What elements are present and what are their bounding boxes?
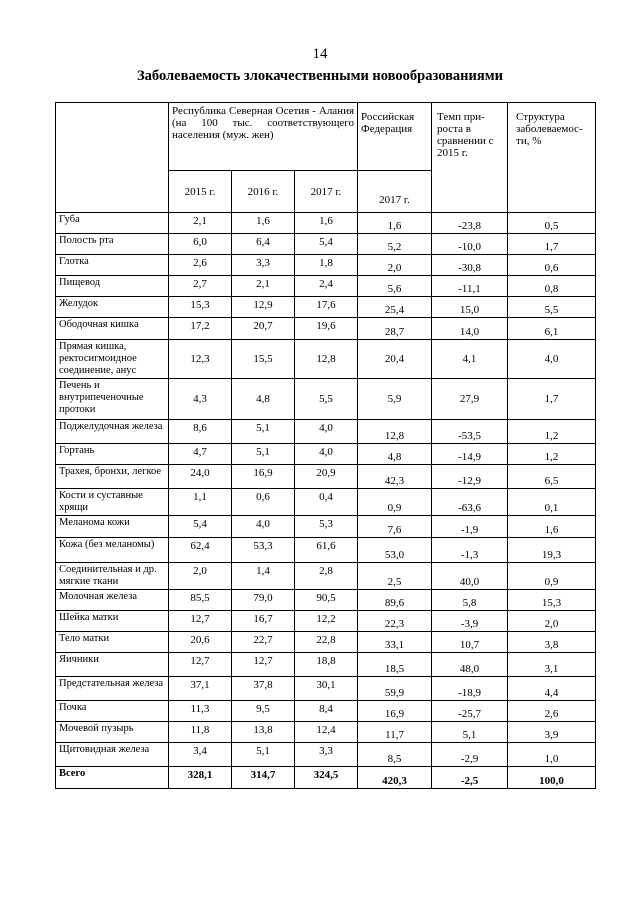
row-name: Молочная железа — [56, 590, 169, 611]
cell-growth: -1,3 — [432, 538, 508, 563]
cell-rf: 1,6 — [358, 213, 432, 234]
cell-rf: 20,4 — [358, 340, 432, 379]
cell-y2016: 4,0 — [232, 516, 295, 538]
cell-y2015: 12,7 — [169, 653, 232, 677]
row-name: Кожа (без меланомы) — [56, 538, 169, 563]
cell-rf: 28,7 — [358, 318, 432, 340]
cell-structure: 0,1 — [508, 489, 596, 516]
cell-y2015: 85,5 — [169, 590, 232, 611]
cell-growth: -30,8 — [432, 255, 508, 276]
cell-rf: 33,1 — [358, 632, 432, 653]
table-row — [56, 318, 596, 340]
cell-rf: 22,3 — [358, 611, 432, 632]
cell-y2016: 12,9 — [232, 297, 295, 318]
cell-growth: -25,7 — [432, 701, 508, 722]
cell-y2016: 5,1 — [232, 444, 295, 465]
cell-growth: -2,9 — [432, 743, 508, 767]
cell-y2016: 3,3 — [232, 255, 295, 276]
cell-y2015: 4,3 — [169, 379, 232, 420]
table-row — [56, 701, 596, 722]
row-name: Яичники — [56, 653, 169, 677]
cell-y2015: 2,0 — [169, 563, 232, 590]
cell-structure: 6,5 — [508, 465, 596, 489]
cell-structure: 15,3 — [508, 590, 596, 611]
cell-growth: -10,0 — [432, 234, 508, 255]
table-row — [56, 653, 596, 677]
table-row — [56, 611, 596, 632]
table-row — [56, 743, 596, 767]
cell-structure: 6,1 — [508, 318, 596, 340]
cell-y2015: 6,0 — [169, 234, 232, 255]
cell-structure: 100,0 — [508, 767, 596, 789]
cell-structure: 0,9 — [508, 563, 596, 590]
cell-growth: 15,0 — [432, 297, 508, 318]
cell-y2017: 0,4 — [295, 489, 358, 516]
header-name-cell — [56, 103, 169, 213]
cell-rf: 2,0 — [358, 255, 432, 276]
table-row — [56, 234, 596, 255]
table-row — [56, 722, 596, 743]
cell-structure: 1,2 — [508, 420, 596, 444]
cell-y2015: 1,1 — [169, 489, 232, 516]
cell-structure: 2,0 — [508, 611, 596, 632]
cell-y2016: 37,8 — [232, 677, 295, 701]
cell-rf: 11,7 — [358, 722, 432, 743]
cell-rf: 420,3 — [358, 767, 432, 789]
cell-y2017: 2,8 — [295, 563, 358, 590]
cell-y2015: 17,2 — [169, 318, 232, 340]
cell-y2015: 12,3 — [169, 340, 232, 379]
row-name: Соединительная и др. мягкие ткани — [56, 563, 169, 590]
cell-y2015: 2,6 — [169, 255, 232, 276]
cell-growth: -63,6 — [432, 489, 508, 516]
cell-growth: -1,9 — [432, 516, 508, 538]
cell-structure: 3,1 — [508, 653, 596, 677]
cell-growth: -23,8 — [432, 213, 508, 234]
cell-y2017: 12,2 — [295, 611, 358, 632]
cell-y2017: 61,6 — [295, 538, 358, 563]
cell-y2017: 30,1 — [295, 677, 358, 701]
cell-y2016: 16,7 — [232, 611, 295, 632]
cell-y2016: 0,6 — [232, 489, 295, 516]
cell-structure: 19,3 — [508, 538, 596, 563]
row-name: Всего — [56, 767, 169, 789]
cell-y2017: 12,4 — [295, 722, 358, 743]
cell-y2017: 5,4 — [295, 234, 358, 255]
cell-rf: 12,8 — [358, 420, 432, 444]
cell-y2015: 2,7 — [169, 276, 232, 297]
cell-growth: 40,0 — [432, 563, 508, 590]
cell-growth: -2,5 — [432, 767, 508, 789]
cell-structure: 0,8 — [508, 276, 596, 297]
cell-y2016: 16,9 — [232, 465, 295, 489]
cell-y2015: 5,4 — [169, 516, 232, 538]
cell-y2017: 1,6 — [295, 213, 358, 234]
table-row — [56, 677, 596, 701]
cell-y2015: 2,1 — [169, 213, 232, 234]
cell-y2016: 15,5 — [232, 340, 295, 379]
row-name: Поджелудочная железа — [56, 420, 169, 444]
cell-rf: 53,0 — [358, 538, 432, 563]
cell-structure: 1,7 — [508, 234, 596, 255]
cell-y2016: 13,8 — [232, 722, 295, 743]
cell-y2015: 24,0 — [169, 465, 232, 489]
cell-y2017: 18,8 — [295, 653, 358, 677]
row-name: Печень и внутрипеченочные протоки — [56, 379, 169, 420]
cell-y2015: 3,4 — [169, 743, 232, 767]
cell-y2016: 6,4 — [232, 234, 295, 255]
cell-growth: -3,9 — [432, 611, 508, 632]
cell-structure: 1,0 — [508, 743, 596, 767]
cell-y2017: 12,8 — [295, 340, 358, 379]
table-row — [56, 420, 596, 444]
table-row — [56, 379, 596, 420]
row-name: Губа — [56, 213, 169, 234]
cell-growth: -14,9 — [432, 444, 508, 465]
cell-y2015: 20,6 — [169, 632, 232, 653]
cell-y2016: 2,1 — [232, 276, 295, 297]
cell-growth: 27,9 — [432, 379, 508, 420]
cell-structure: 5,5 — [508, 297, 596, 318]
page-title: Заболеваемость злокачественными новообразованиями — [137, 68, 503, 84]
cell-structure: 1,6 — [508, 516, 596, 538]
cell-y2017: 17,6 — [295, 297, 358, 318]
cell-y2016: 1,6 — [232, 213, 295, 234]
cell-y2015: 12,7 — [169, 611, 232, 632]
table-body — [56, 213, 596, 789]
cell-y2017: 4,0 — [295, 420, 358, 444]
cell-growth: 5,1 — [432, 722, 508, 743]
cell-growth: -11,1 — [432, 276, 508, 297]
cell-structure: 1,7 — [508, 379, 596, 420]
cell-y2016: 22,7 — [232, 632, 295, 653]
row-name: Желудок — [56, 297, 169, 318]
row-name: Прямая кишка, ректосигмоидное соединение, анус — [56, 340, 169, 379]
row-name: Тело матки — [56, 632, 169, 653]
cell-y2015: 328,1 — [169, 767, 232, 789]
row-name: Гортань — [56, 444, 169, 465]
cell-structure: 1,2 — [508, 444, 596, 465]
cell-structure: 4,0 — [508, 340, 596, 379]
cell-y2015: 11,8 — [169, 722, 232, 743]
row-name: Пищевод — [56, 276, 169, 297]
row-name: Ободочная кишка — [56, 318, 169, 340]
header-growth-rate: Темп при-роста в сравнении с 2015 г. — [432, 103, 508, 213]
cell-rf: 8,5 — [358, 743, 432, 767]
header-year-2015: 2015 г. — [169, 171, 232, 213]
table-row — [56, 516, 596, 538]
cell-y2017: 8,4 — [295, 701, 358, 722]
cell-rf: 25,4 — [358, 297, 432, 318]
row-name: Полость рта — [56, 234, 169, 255]
incidence-table — [55, 102, 596, 789]
cell-y2016: 1,4 — [232, 563, 295, 590]
cell-growth: 14,0 — [432, 318, 508, 340]
header-rf: Российская Федерация — [358, 103, 432, 171]
row-name: Меланома кожи — [56, 516, 169, 538]
header-rf-year: 2017 г. — [358, 171, 432, 213]
header-region-group: Республика Северная Осетия - Алания (на 100 тыс. соответствующего населения (муж. жен) — [169, 103, 358, 171]
cell-y2015: 11,3 — [169, 701, 232, 722]
header-year-2017: 2017 г. — [295, 171, 358, 213]
cell-y2017: 20,9 — [295, 465, 358, 489]
row-name: Предстательная железа — [56, 677, 169, 701]
table-row — [56, 444, 596, 465]
cell-y2017: 324,5 — [295, 767, 358, 789]
cell-rf: 0,9 — [358, 489, 432, 516]
table-row — [56, 213, 596, 234]
cell-rf: 5,2 — [358, 234, 432, 255]
cell-y2016: 5,1 — [232, 420, 295, 444]
cell-y2017: 19,6 — [295, 318, 358, 340]
row-name: Шейка матки — [56, 611, 169, 632]
row-name: Щитовидная железа — [56, 743, 169, 767]
total-row — [56, 767, 596, 789]
cell-y2016: 314,7 — [232, 767, 295, 789]
cell-y2016: 79,0 — [232, 590, 295, 611]
cell-structure: 0,6 — [508, 255, 596, 276]
cell-y2016: 5,1 — [232, 743, 295, 767]
row-name: Почка — [56, 701, 169, 722]
cell-rf: 16,9 — [358, 701, 432, 722]
cell-structure: 2,6 — [508, 701, 596, 722]
cell-y2017: 5,3 — [295, 516, 358, 538]
cell-growth: 10,7 — [432, 632, 508, 653]
cell-rf: 5,6 — [358, 276, 432, 297]
cell-y2015: 8,6 — [169, 420, 232, 444]
cell-structure: 4,4 — [508, 677, 596, 701]
cell-structure: 3,9 — [508, 722, 596, 743]
table-row — [56, 538, 596, 563]
table-row — [56, 297, 596, 318]
cell-growth: 5,8 — [432, 590, 508, 611]
cell-rf: 89,6 — [358, 590, 432, 611]
cell-rf: 59,9 — [358, 677, 432, 701]
table-row — [56, 276, 596, 297]
table-header-row — [56, 103, 596, 171]
cell-y2017: 1,8 — [295, 255, 358, 276]
page-number: 14 — [312, 46, 328, 62]
cell-y2017: 22,8 — [295, 632, 358, 653]
cell-y2015: 4,7 — [169, 444, 232, 465]
table-row — [56, 590, 596, 611]
cell-y2017: 5,5 — [295, 379, 358, 420]
table-row — [56, 563, 596, 590]
row-name: Глотка — [56, 255, 169, 276]
row-name: Кости и суставные хрящи — [56, 489, 169, 516]
cell-y2017: 4,0 — [295, 444, 358, 465]
cell-rf: 7,6 — [358, 516, 432, 538]
table-row — [56, 632, 596, 653]
cell-y2017: 3,3 — [295, 743, 358, 767]
cell-growth: -53,5 — [432, 420, 508, 444]
cell-growth: -18,9 — [432, 677, 508, 701]
cell-y2016: 9,5 — [232, 701, 295, 722]
cell-rf: 42,3 — [358, 465, 432, 489]
row-name: Мочевой пузырь — [56, 722, 169, 743]
table-row — [56, 489, 596, 516]
cell-y2016: 4,8 — [232, 379, 295, 420]
cell-y2015: 37,1 — [169, 677, 232, 701]
cell-rf: 5,9 — [358, 379, 432, 420]
cell-rf: 2,5 — [358, 563, 432, 590]
cell-rf: 18,5 — [358, 653, 432, 677]
table-row — [56, 465, 596, 489]
cell-y2017: 2,4 — [295, 276, 358, 297]
cell-growth: 48,0 — [432, 653, 508, 677]
header-year-2016: 2016 г. — [232, 171, 295, 213]
table-row — [56, 255, 596, 276]
cell-y2017: 90,5 — [295, 590, 358, 611]
cell-y2015: 62,4 — [169, 538, 232, 563]
cell-y2015: 15,3 — [169, 297, 232, 318]
table-row — [56, 340, 596, 379]
cell-y2016: 12,7 — [232, 653, 295, 677]
cell-growth: 4,1 — [432, 340, 508, 379]
cell-rf: 4,8 — [358, 444, 432, 465]
cell-y2016: 53,3 — [232, 538, 295, 563]
cell-y2016: 20,7 — [232, 318, 295, 340]
cell-structure: 3,8 — [508, 632, 596, 653]
cell-structure: 0,5 — [508, 213, 596, 234]
row-name: Трахея, бронхи, легкое — [56, 465, 169, 489]
header-structure: Структура заболеваемос-ти, % — [508, 103, 596, 213]
cell-growth: -12,9 — [432, 465, 508, 489]
